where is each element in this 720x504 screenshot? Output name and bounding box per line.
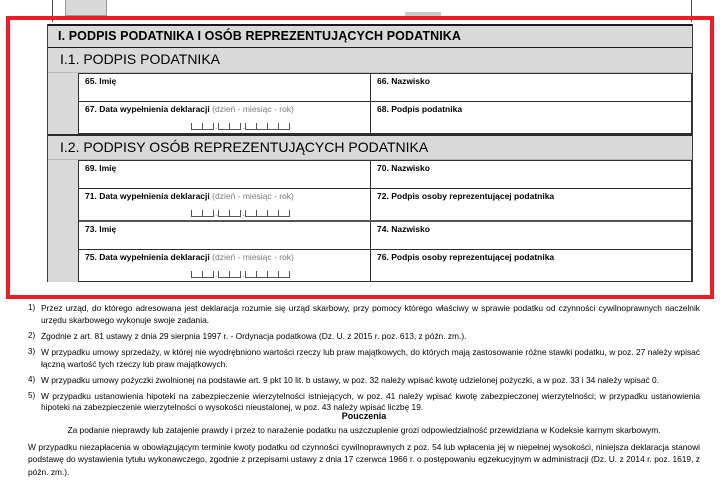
date-comb-year[interactable] bbox=[245, 123, 290, 130]
field-number-70: 70. bbox=[377, 162, 389, 173]
field-grid-I1 bbox=[78, 73, 692, 134]
field-cell-75[interactable] bbox=[79, 250, 371, 281]
field-text-69: Imię bbox=[99, 162, 117, 173]
field-label-66 bbox=[377, 77, 691, 86]
field-text-68: Podpis podatnika bbox=[391, 103, 463, 114]
field-number-76: 76. bbox=[377, 251, 389, 262]
date-separator-icon: . bbox=[215, 121, 218, 131]
field-number-69: 69. bbox=[85, 162, 97, 173]
date-separator-icon: . bbox=[242, 121, 245, 131]
subsection-header-I1: I.1. PODPIS PODATNIKA bbox=[48, 48, 692, 72]
field-text-75: Data wypełnienia deklaracji bbox=[99, 251, 210, 262]
pouczenia-paragraph-2: W przypadku niezapłacenia w obowiązującym terminie kwoty podatku od czynności cywilnoprawnych z poz. 54 lub wpłacenia jej w niepełnej wysokości, niniejsza deklaracja stanowi podstawę do wystawienia tytułu wykonawczego, zgodnie z przepisami ustawy z dnia 17 czerwca 1966 r. o postępowaniu egzekucyjnym w administracji (Dz. U. z 2014 r. poz. 1619, z późn. zm.). bbox=[28, 442, 700, 477]
field-grid-I2 bbox=[78, 160, 692, 282]
field-label-74 bbox=[377, 225, 691, 234]
footnote-text: W przypadku umowy sprzedaży, w której nie wyodrębniono wartości rzeczy lub praw majątkowych, do których mają zastosowanie różne stawki podatku, w poz. 27 należy wpisać łączną wartość tych rzeczy lub praw majątkowych. bbox=[41, 346, 700, 369]
date-comb-day[interactable] bbox=[191, 271, 214, 278]
footnote-marker: 5) bbox=[28, 390, 36, 400]
grid-wrap-I2 bbox=[48, 160, 692, 282]
field-cell-76[interactable] bbox=[371, 250, 691, 281]
field-number-73: 73. bbox=[85, 223, 97, 234]
field-cell-68[interactable] bbox=[371, 102, 691, 133]
footnote-marker: 1) bbox=[28, 303, 36, 312]
page-corner-tab bbox=[65, 0, 107, 16]
table-row bbox=[79, 222, 691, 250]
table-row bbox=[79, 102, 691, 133]
date-comb-day[interactable] bbox=[191, 123, 214, 130]
footnote-4 bbox=[28, 375, 700, 387]
field-text-72: Podpis osoby reprezentującej podatnika bbox=[391, 190, 555, 201]
field-text-71: Data wypełnienia deklaracji bbox=[99, 190, 210, 201]
field-label-73 bbox=[85, 225, 370, 234]
date-comb-71[interactable] bbox=[191, 210, 290, 217]
field-text-74: Nazwisko bbox=[391, 223, 430, 234]
footnote-text: Przez urząd, do którego adresowana jest deklaracja rozumie się urząd skarbowy, przy pomocy którego właściwy w sprawie podatku od czynności cywilnoprawnych naczelnik urzędu skarbowego wykonuje swoje zadania. bbox=[41, 303, 700, 325]
footnote-3 bbox=[28, 347, 700, 371]
field-text-66: Nazwisko bbox=[391, 75, 430, 86]
field-cell-66[interactable] bbox=[371, 74, 691, 101]
field-number-67: 67. bbox=[85, 103, 97, 114]
pouczenia-block bbox=[28, 411, 700, 483]
form-section-I bbox=[47, 24, 693, 282]
field-label-69 bbox=[85, 164, 370, 173]
date-comb-day[interactable] bbox=[191, 210, 214, 217]
date-separator-icon: . bbox=[242, 269, 245, 279]
field-hint-71: (dzień - miesiąc - rok) bbox=[212, 190, 294, 201]
field-number-71: 71. bbox=[85, 190, 97, 201]
field-cell-73[interactable] bbox=[79, 222, 371, 249]
table-row bbox=[79, 161, 691, 189]
field-hint-75: (dzień - miesiąc - rok) bbox=[212, 251, 294, 262]
field-text-73: Imię bbox=[99, 223, 117, 234]
date-comb-month[interactable] bbox=[218, 123, 241, 130]
field-hint-67: (dzień - miesiąc - rok) bbox=[212, 103, 294, 114]
field-cell-74[interactable] bbox=[371, 222, 691, 249]
field-label-71 bbox=[85, 192, 370, 201]
field-number-74: 74. bbox=[377, 223, 389, 234]
field-label-68 bbox=[377, 105, 691, 114]
field-number-65: 65. bbox=[85, 75, 97, 86]
footnote-text: Zgodnie z art. 81 ustawy z dnia 29 sierpnia 1997 r. - Ordynacja podatkowa (Dz. U. z 2015 r. poz. 613, z późn. zm.). bbox=[41, 330, 467, 341]
field-text-65: Imię bbox=[99, 75, 117, 86]
table-row bbox=[79, 74, 691, 102]
field-text-70: Nazwisko bbox=[391, 162, 430, 173]
date-comb-75[interactable] bbox=[191, 271, 290, 278]
pouczenia-paragraph-1: Za podanie nieprawdy lub zatajenie prawdy i przez to narażenie podatku na uszczuplenie grozi odpowiedzialność przewidziana w Kodeksie karnym skarbowym. bbox=[67, 425, 661, 435]
date-comb-month[interactable] bbox=[218, 210, 241, 217]
footnote-marker: 4) bbox=[28, 374, 36, 384]
footnote-text: W przypadku umowy pożyczki zwolnionej na podstawie art. 9 pkt 10 lit. b ustawy, w poz. 32 należy wpisać kwotę udzielonej pożyczki, a w poz. 33 i 34 należy wpisać 0. bbox=[41, 374, 660, 385]
date-separator-icon: . bbox=[242, 208, 245, 218]
date-comb-67[interactable] bbox=[191, 123, 290, 130]
field-number-66: 66. bbox=[377, 75, 389, 86]
footnote-marker: 3) bbox=[28, 346, 36, 356]
date-separator-icon: . bbox=[215, 208, 218, 218]
field-cell-67[interactable] bbox=[79, 102, 371, 133]
field-label-75 bbox=[85, 253, 370, 262]
field-number-75: 75. bbox=[85, 251, 97, 262]
field-text-76: Podpis osoby reprezentującej podatnika bbox=[391, 251, 555, 262]
date-comb-month[interactable] bbox=[218, 271, 241, 278]
date-separator-icon: . bbox=[215, 269, 218, 279]
section-header-I: I. PODPIS PODATNIKA I OSÓB REPREZENTUJĄCYCH PODATNIKA bbox=[48, 24, 692, 48]
date-comb-year[interactable] bbox=[245, 271, 290, 278]
field-cell-72[interactable] bbox=[371, 189, 691, 220]
field-cell-65[interactable] bbox=[79, 74, 371, 101]
field-cell-69[interactable] bbox=[79, 161, 371, 188]
table-row bbox=[79, 250, 691, 281]
field-label-67 bbox=[85, 105, 370, 114]
field-label-76 bbox=[377, 253, 691, 262]
footnote-1 bbox=[28, 303, 700, 327]
field-number-68: 68. bbox=[377, 103, 389, 114]
date-comb-year[interactable] bbox=[245, 210, 290, 217]
footnote-text: W przypadku ustanowienia hipoteki na zabezpieczenie wierzytelności istniejących, w poz. 41 należy wpisać kwotę zabezpieczonej wierzytelności; w przypadku ustanowienia hipoteki na zabezpieczenie wierzytelności o wysokości nieustalonej, w poz. 43 należy wpisać liczbę 19. bbox=[41, 390, 700, 413]
pouczenia-title: Pouczenia bbox=[341, 411, 387, 421]
field-label-65 bbox=[85, 77, 370, 86]
field-label-72 bbox=[377, 192, 691, 201]
footnote-2 bbox=[28, 331, 700, 343]
footnotes-list bbox=[28, 303, 700, 418]
footnote-marker: 2) bbox=[28, 330, 36, 340]
field-text-67: Data wypełnienia deklaracji bbox=[99, 103, 210, 114]
field-label-70 bbox=[377, 164, 691, 173]
field-cell-70[interactable] bbox=[371, 161, 691, 188]
subsection-header-I2: I.2. PODPISY OSÓB REPREZENTUJĄCYCH PODATNIKA bbox=[48, 134, 692, 160]
field-cell-71[interactable] bbox=[79, 189, 371, 220]
grid-wrap-I1 bbox=[48, 73, 692, 134]
field-number-72: 72. bbox=[377, 190, 389, 201]
table-row bbox=[79, 189, 691, 222]
